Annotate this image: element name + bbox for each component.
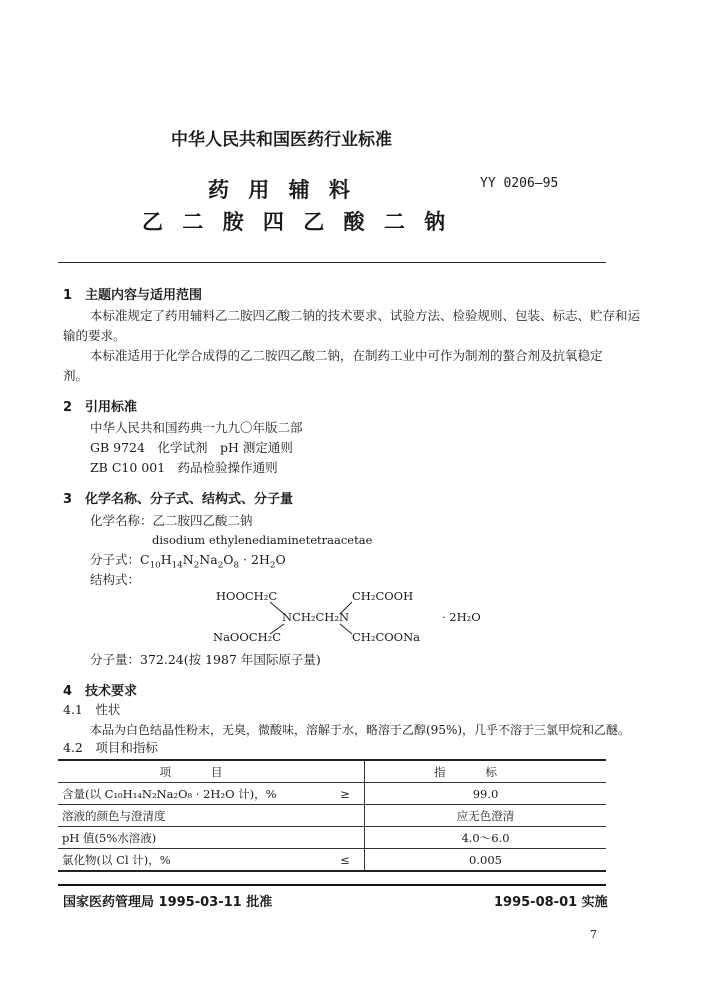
table-cell-operator: [326, 827, 365, 849]
section-1-para1-line1: 本标准规定了药用辅料乙二胺四乙酸二钠的技术要求、试验方法、检验规则、包装、标志、贮存和运: [90, 308, 641, 323]
bond-line: [270, 602, 284, 614]
structure-bottom-left: NaOOCH₂C: [213, 630, 282, 644]
reference-item: ZB C10 001 药品检验操作通则: [90, 460, 278, 475]
chemical-name-en: disodium ethylenediaminetetraacetae: [152, 533, 373, 547]
structure-bottom-right: CH₂COONa: [352, 630, 421, 644]
structure-bonds: [260, 598, 360, 638]
footer-divider: [58, 884, 606, 886]
spec-table: [58, 759, 606, 872]
section-4-1-text: 本品为白色结晶性粉末，无臭，微酸味，溶解于水，略溶于乙醇(95%)，几乎不溶于三氯甲烷和乙醚。: [90, 723, 631, 737]
title-line1: 药 用 辅 料: [208, 178, 356, 202]
header-divider: [58, 262, 606, 263]
chemical-name-row: [90, 511, 253, 531]
table-row: [58, 827, 606, 849]
section-3-heading: 3 化学名称、分子式、结构式、分子量: [63, 492, 294, 507]
table-cell-operator: ≤: [326, 849, 365, 872]
table-cell-item: pH 值(5%水溶液): [58, 827, 326, 849]
reference-item: GB 9724 化学试剂 pH 测定通则: [90, 440, 293, 455]
page-number: 7: [590, 928, 597, 941]
table-cell-item: 溶液的颜色与澄清度: [58, 805, 326, 827]
section-1-para2-line1: 本标准适用于化学合成得的乙二胺四乙酸二钠，在制药工业中可作为制剂的螯合剂及抗氧稳定: [90, 348, 603, 363]
table-cell-operator: ≥: [326, 783, 365, 805]
title-line2: 乙 二 胺 四 乙 酸 二 钠: [142, 210, 452, 234]
org-title: 中华人民共和国医药行业标准: [171, 130, 392, 150]
reference-item: 中华人民共和国药典一九九〇年版二部: [90, 420, 303, 435]
section-1-heading: 1 主题内容与适用范围: [63, 288, 203, 303]
section-2-heading: 2 引用标准: [63, 400, 138, 415]
approval-line: 国家医药管理局 1995-03-11 批准: [63, 895, 273, 910]
chemical-name-cn: 乙二胺四乙酸二钠: [152, 513, 253, 528]
molecular-formula: $C_{10}H_{14}N_2Na_2O_8 \cdot 2H_2O$: [140, 552, 286, 571]
table-cell-item: 含量(以 C₁₀H₁₄N₂Na₂O₈ · 2H₂O 计)，%: [58, 783, 326, 805]
molecular-formula-label: 分子式：: [90, 552, 141, 567]
table-row: [58, 783, 606, 805]
molecular-weight: 分子量：372.24(按 1987 年国际原子量): [90, 652, 321, 667]
section-4-2-heading: 4.2 项目和指标: [63, 740, 158, 755]
bond-line: [340, 602, 352, 614]
structure-hydrate: · 2H₂O: [442, 610, 481, 624]
structure-top-right: CH₂COOH: [352, 589, 414, 603]
table-cell-operator: [326, 805, 365, 827]
structure-label: 结构式：: [90, 572, 141, 587]
section-4-1-heading: 4.1 性状: [63, 702, 121, 717]
section-4-heading: 4 技术要求: [63, 684, 138, 699]
column-header-item: 项目: [58, 760, 365, 783]
bond-line: [340, 624, 352, 634]
bond-line: [270, 624, 284, 634]
structure-top-left: HOOCH₂C: [216, 589, 278, 603]
section-1-para1-line2: 输的要求。: [63, 328, 126, 343]
table-cell-value: 0.005: [365, 849, 607, 872]
table-row: [58, 805, 606, 827]
standard-number: YY 0206—95: [480, 176, 559, 191]
table-cell-item: 氯化物(以 Cl 计)，%: [58, 849, 326, 872]
table-header-row: [58, 760, 606, 783]
structure-center: NCH₂CH₂N: [282, 610, 350, 624]
column-header-value: 指标: [365, 760, 607, 783]
implementation-line: 1995-08-01 实施: [494, 895, 608, 910]
section-1-para2-line2: 剂。: [63, 368, 89, 383]
table-row: [58, 849, 606, 872]
table-cell-value: 99.0: [365, 783, 607, 805]
table-cell-value: 4.0～6.0: [365, 827, 607, 849]
chemical-name-label: 化学名称：: [90, 513, 153, 528]
table-cell-value: 应无色澄清: [365, 805, 607, 827]
